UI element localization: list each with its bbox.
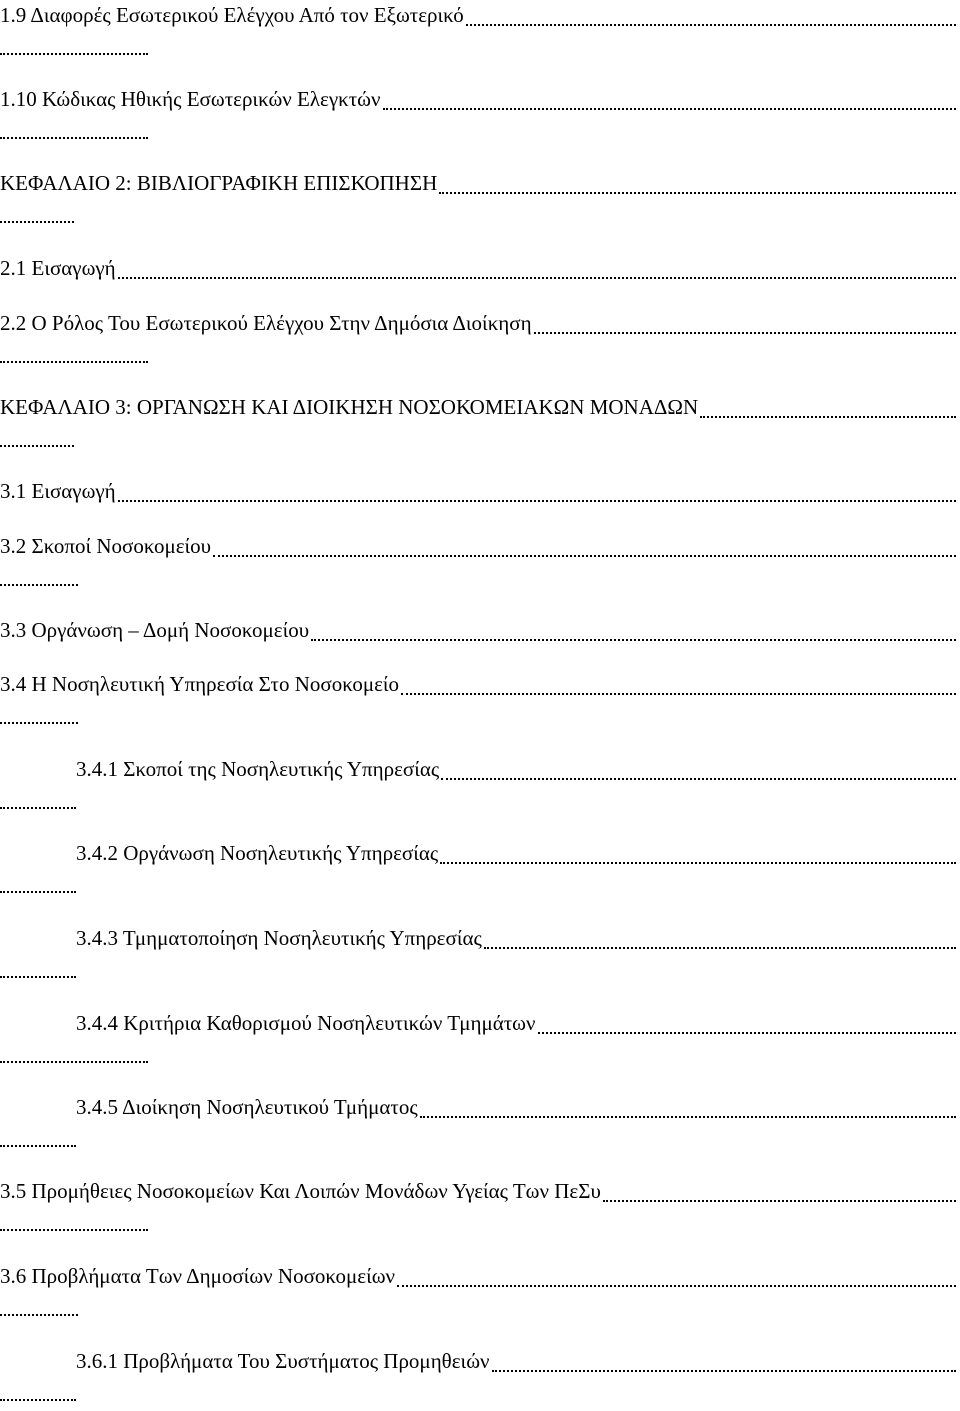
dot-leader-continuation — [0, 584, 78, 586]
toc-entry-label: 3.4.3 Τμηματοποίηση Νοσηλευτικής Υπηρεσίας — [76, 926, 482, 950]
dot-leader — [484, 947, 956, 949]
dot-leader-continuation — [0, 53, 148, 55]
toc-entry-label: ΚΕΦΑΛΑΙΟ 2: ΒΙΒΛΙΟΓΡΑΦΙΚΗ ΕΠΙΣΚΟΠΗΣΗ — [0, 171, 438, 195]
dot-leader — [534, 332, 956, 334]
toc-entry-label: 3.4 Η Νοσηλευτική Υπηρεσία Στο Νοσοκομείο — [0, 672, 400, 696]
dot-leader-continuation — [0, 1145, 76, 1147]
dot-leader-continuation — [0, 445, 74, 447]
dot-leader — [397, 1285, 956, 1287]
dot-leader — [439, 192, 956, 194]
toc-entry-label: 3.4.2 Οργάνωση Νοσηλευτικής Υπηρεσίας — [76, 841, 439, 865]
dot-leader — [383, 108, 957, 110]
dot-leader-continuation — [0, 1061, 148, 1063]
toc-entry-label: 2.2 Ο Ρόλος Του Εσωτερικού Ελέγχου Στην Δημόσια Διοίκηση — [0, 311, 532, 335]
toc-entry-label: 3.3 Οργάνωση – Δομή Νοσοκομείου — [0, 618, 310, 642]
dot-leader-continuation — [0, 137, 148, 139]
dot-leader — [700, 416, 956, 418]
toc-entry-label: 3.6 Προβλήματα Των Δημοσίων Νοσοκομείων — [0, 1264, 396, 1288]
toc-entry-label: 3.2 Σκοποί Νοσοκομείου — [0, 534, 212, 558]
dot-leader-continuation — [0, 976, 76, 978]
toc-entry-label: ΚΕΦΑΛΑΙΟ 3: ΟΡΓΑΝΩΣΗ ΚΑΙ ΔΙΟΙΚΗΣΗ ΝΟΣΟΚΟΜΕΙΑΚΩΝ ΜΟΝΑΔΩΝ — [0, 395, 699, 419]
dot-leader-continuation — [0, 1229, 148, 1231]
toc-entry-label: 1.9 Διαφορές Εσωτερικού Ελέγχου Από τον Εξωτερικό — [0, 3, 464, 27]
dot-leader — [213, 555, 956, 557]
dot-leader — [420, 1116, 956, 1118]
toc-entry-label: 3.4.1 Σκοποί της Νοσηλευτικής Υπηρεσίας — [76, 757, 440, 781]
toc-entry-label: 3.4.5 Διοίκηση Νοσηλευτικού Τμήματος — [76, 1095, 418, 1119]
toc-entry-label: 3.1 Εισαγωγή — [0, 479, 116, 503]
dot-leader-continuation — [0, 1314, 78, 1316]
dot-leader — [538, 1032, 957, 1034]
dot-leader-continuation — [0, 722, 78, 724]
dot-leader — [401, 693, 956, 695]
dot-leader — [440, 862, 956, 864]
toc-entry-label: 3.6.1 Προβλήματα Του Συστήματος Προμηθειών — [76, 1349, 490, 1373]
toc-entry-label: 2.1 Εισαγωγή — [0, 256, 116, 280]
dot-leader-continuation — [0, 807, 76, 809]
dot-leader — [311, 639, 956, 641]
dot-leader — [441, 778, 956, 780]
dot-leader — [492, 1370, 956, 1372]
toc-entry-label: 3.5 Προμήθειες Νοσοκομείων Και Λοιπών Μονάδων Υγείας Των ΠεΣυ — [0, 1179, 601, 1203]
toc-entry-label: 1.10 Κώδικας Ηθικής Εσωτερικών Ελεγκτών — [0, 87, 381, 111]
toc-entry-label: 3.4.4 Κριτήρια Καθορισμού Νοσηλευτικών Τμημάτων — [76, 1011, 536, 1035]
dot-leader — [466, 24, 956, 26]
dot-leader-continuation — [0, 1399, 76, 1401]
dot-leader — [118, 277, 956, 279]
dot-leader — [603, 1200, 956, 1202]
dot-leader-continuation — [0, 221, 74, 223]
dot-leader — [118, 500, 956, 502]
dot-leader-continuation — [0, 361, 148, 363]
dot-leader-continuation — [0, 891, 76, 893]
